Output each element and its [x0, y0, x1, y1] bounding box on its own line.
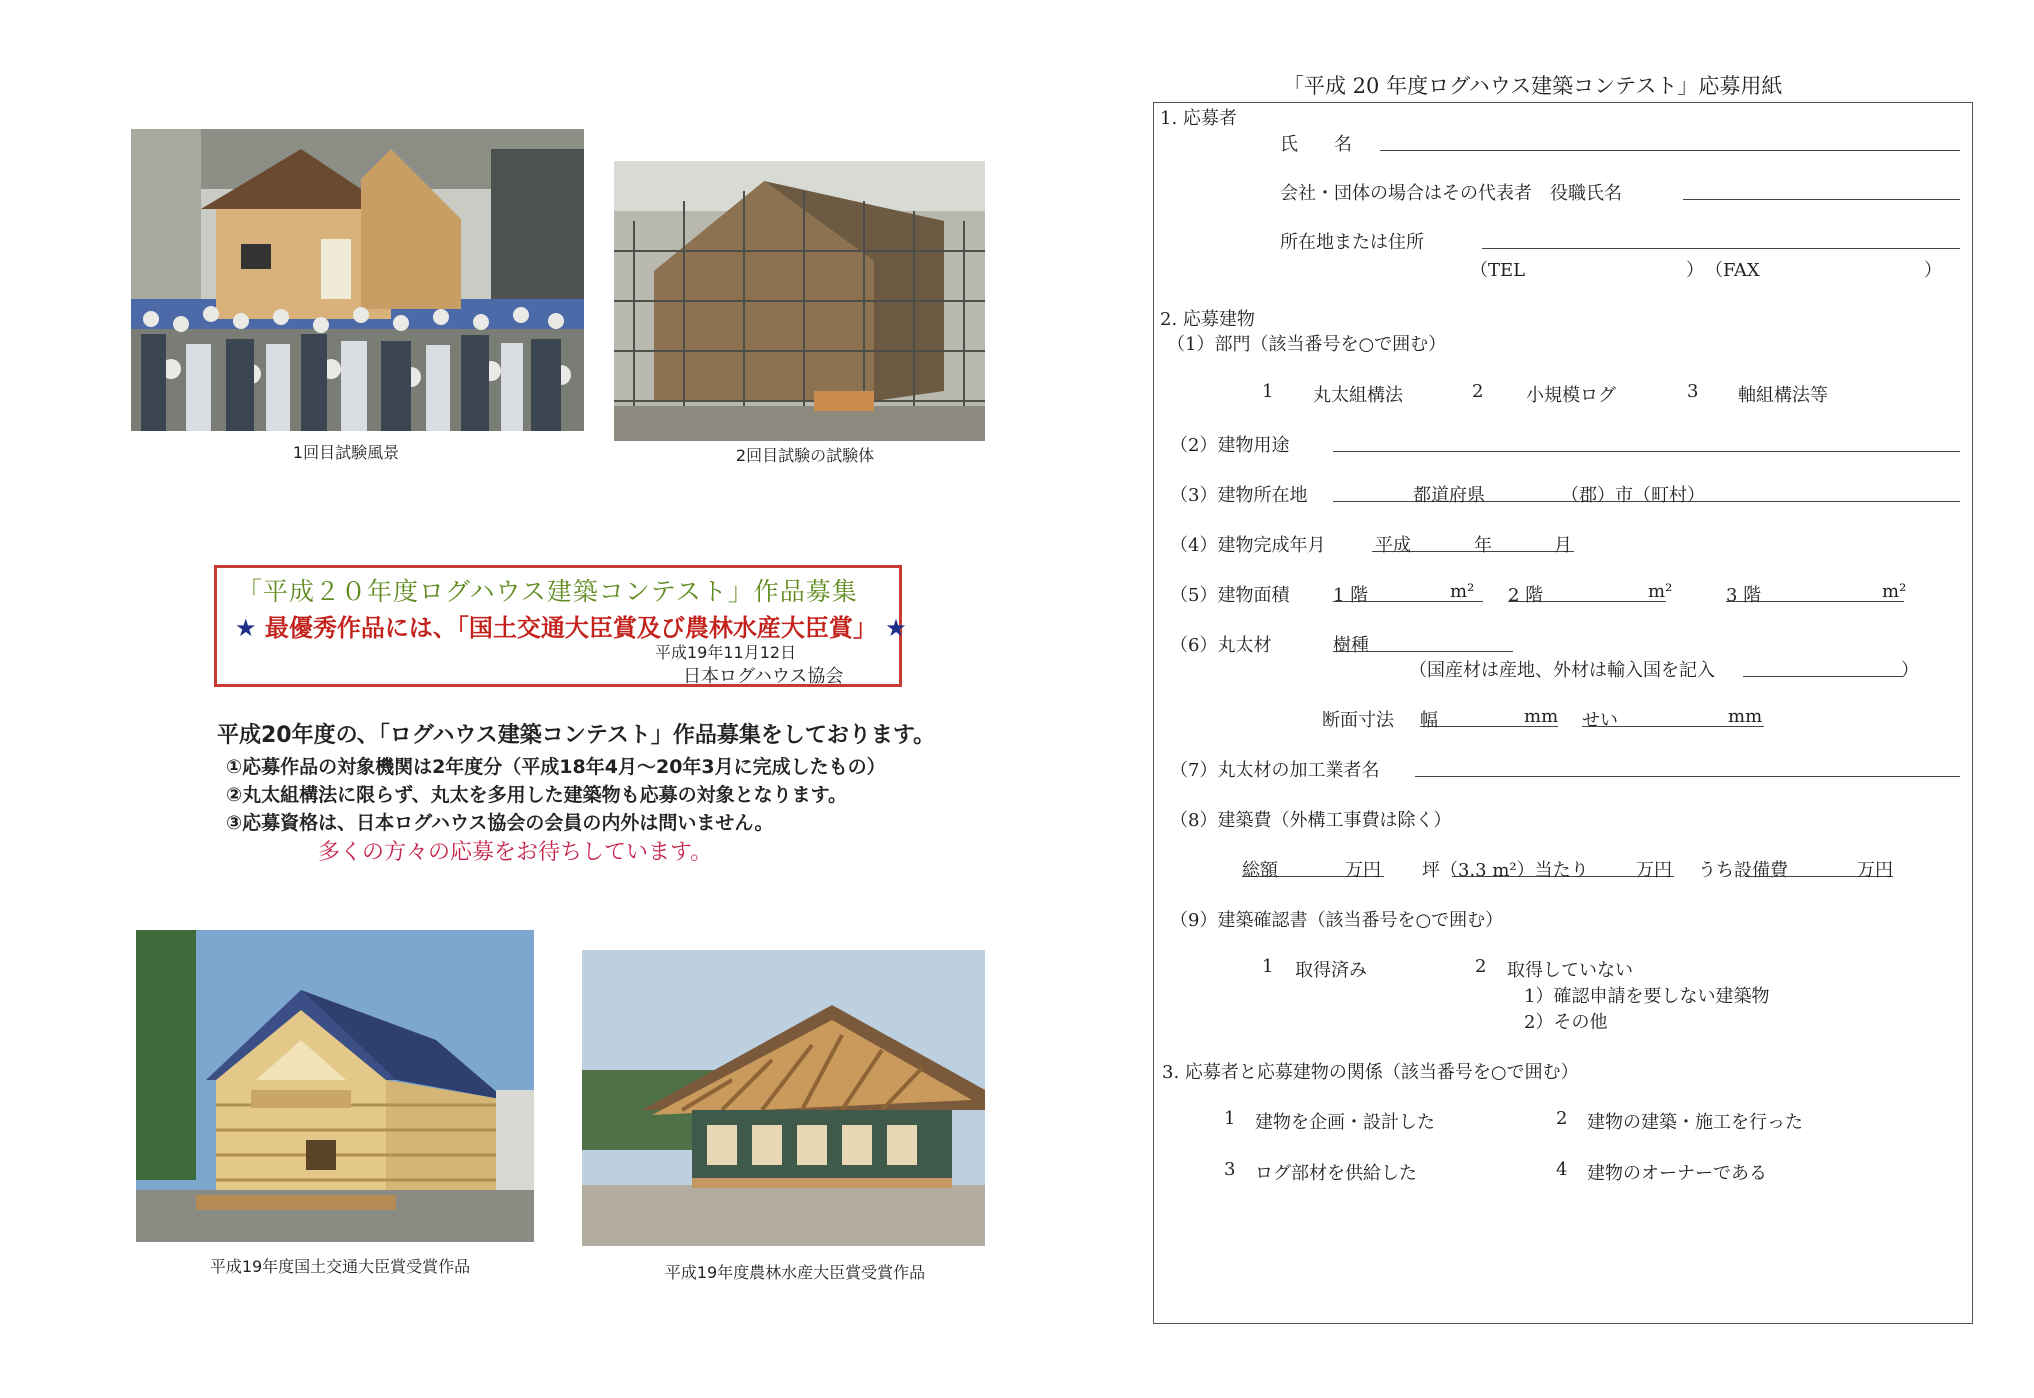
s3-option-4[interactable]: 建物のオーナーである — [1587, 1163, 1767, 1184]
intro-headline: 平成20年度の、「ログハウス建築コンテスト」作品募集をしております。 — [217, 723, 936, 748]
q4-completion-label: （4）建物完成年月 — [1170, 535, 1326, 556]
q9-option-1-number[interactable]: 1 — [1262, 956, 1274, 977]
tel-label: （TEL — [1470, 260, 1526, 281]
s3-option-1[interactable]: 建物を企画・設計した — [1255, 1112, 1435, 1133]
photo-first-test — [131, 129, 584, 431]
q1-option-1[interactable]: 丸太組構法 — [1313, 385, 1403, 406]
photo-second-test-caption: 2回目試験の試験体 — [735, 446, 875, 465]
q6-log-label: （6）丸太材 — [1170, 635, 1272, 656]
s3-option-2-number[interactable]: 2 — [1556, 1108, 1568, 1129]
intro-point-1: ①応募作品の対象機関は2年度分（平成18年4月～20年3月に完成したもの） — [226, 756, 886, 778]
q6-origin-note: （国産材は産地、外材は輸入国を記入 — [1409, 660, 1715, 681]
q9-sub-option-1[interactable]: 1）確認申請を要しない建築物 — [1524, 986, 1770, 1007]
s3-option-1-number[interactable]: 1 — [1224, 1108, 1236, 1129]
q2-usage-label: （2）建物用途 — [1170, 435, 1290, 456]
section-3-heading: 3. 応募者と応募建物の関係（該当番号を○で囲む） — [1162, 1062, 1579, 1083]
application-form — [1153, 102, 1973, 1324]
q5-floor1-unit: m² — [1450, 581, 1475, 602]
announcement-award-line — [235, 608, 907, 643]
tel-close: ） — [1686, 260, 1704, 281]
s3-option-3[interactable]: ログ部材を供給した — [1255, 1163, 1417, 1184]
q6-section-size-label: 断面寸法 — [1322, 710, 1394, 731]
photo-mlit-award-caption: 平成19年度国土交通大臣賞受賞作品 — [209, 1257, 471, 1276]
q5-floor3-text: 3 階 — [1726, 585, 1762, 606]
intro-point-2: ②丸太組構法に限らず、丸太を多用した建築物も応募の対象となります。 — [226, 784, 848, 806]
q8-total-text: 総額 — [1242, 860, 1278, 881]
q6-origin-close: ） — [1901, 660, 1919, 681]
q9-confirmation-label: （9）建築確認書（該当番号を○で囲む） — [1170, 910, 1504, 931]
address-label: 所在地または住所 — [1280, 232, 1424, 253]
q5-area-label: （5）建物面積 — [1170, 585, 1290, 606]
q4-month-text: 月 — [1554, 535, 1572, 556]
star-icon: ★ — [885, 614, 907, 642]
q1-option-3-number[interactable]: 3 — [1687, 381, 1699, 402]
q9-sub-option-2[interactable]: 2）その他 — [1524, 1012, 1608, 1033]
applicant-name-field[interactable] — [1380, 150, 1960, 151]
q8-total-unit: 万円 — [1345, 860, 1381, 881]
q7-processor-field[interactable] — [1415, 776, 1960, 777]
s3-option-2[interactable]: 建物の建築・施工を行った — [1587, 1112, 1803, 1133]
section-2-heading: 2. 応募建物 — [1160, 309, 1255, 330]
q4-year-text: 年 — [1474, 535, 1492, 556]
q7-processor-label: （7）丸太材の加工業者名 — [1170, 760, 1380, 781]
announcement-title: 「平成２０年度ログハウス建築コンテスト」作品募集 — [237, 577, 858, 606]
q5-floor2-unit: m² — [1648, 581, 1673, 602]
q1-option-2[interactable]: 小規模ログ — [1526, 385, 1616, 406]
q1-option-3[interactable]: 軸組構法等 — [1738, 385, 1828, 406]
q1-category-label: （1）部門（該当番号を○で囲む） — [1167, 334, 1447, 355]
q1-option-2-number[interactable]: 2 — [1472, 381, 1484, 402]
q3-city-text: （郡）市（町村） — [1561, 485, 1705, 506]
q9-option-1[interactable]: 取得済み — [1295, 960, 1367, 981]
q6-species-field[interactable] — [1333, 651, 1513, 652]
q6-width-unit: mm — [1524, 706, 1559, 727]
representative-label: 会社・団体の場合はその代表者 役職氏名 — [1280, 183, 1622, 204]
q6-origin-field[interactable] — [1743, 676, 1903, 677]
q8-equipment-unit: 万円 — [1857, 860, 1893, 881]
s3-option-3-number[interactable]: 3 — [1224, 1159, 1236, 1180]
announcement-organization: 日本ログハウス協会 — [683, 666, 844, 687]
q8-equipment-text: うち設備費 — [1698, 860, 1788, 881]
fax-label: （FAX — [1705, 260, 1760, 281]
applicant-name-label: 氏 名 — [1280, 134, 1352, 155]
q2-usage-field[interactable] — [1333, 451, 1960, 452]
photo-maff-award-building — [582, 950, 985, 1246]
q9-option-2-number[interactable]: 2 — [1475, 956, 1487, 977]
q8-per-tsubo-unit: 万円 — [1636, 860, 1672, 881]
award-text: 最優秀作品には、「国土交通大臣賞及び農林水産大臣賞」 — [264, 614, 877, 642]
q6-species-text: 樹種 — [1333, 635, 1369, 656]
photo-second-test-specimen — [614, 161, 985, 441]
q9-option-2[interactable]: 取得していない — [1507, 960, 1633, 981]
q5-floor2-text: 2 階 — [1508, 585, 1544, 606]
announcement-date: 平成19年11月12日 — [655, 643, 797, 662]
q4-era-text: 平成 — [1375, 535, 1411, 556]
q8-cost-label: （8）建築費（外構工事費は除く） — [1170, 810, 1452, 831]
photo-maff-award-caption: 平成19年度農林水産大臣賞受賞作品 — [664, 1263, 926, 1282]
intro-point-3: ③応募資格は、日本ログハウス協会の会員の内外は問いません。 — [226, 812, 774, 834]
representative-field[interactable] — [1683, 199, 1960, 200]
photo-mlit-award-house — [136, 930, 534, 1242]
q5-floor3-unit: m² — [1882, 581, 1907, 602]
photo-first-test-caption: 1回目試験風景 — [292, 443, 400, 462]
fax-close: ） — [1924, 260, 1942, 281]
star-icon: ★ — [235, 614, 257, 642]
intro-closing: 多くの方々の応募をお待ちしています。 — [318, 840, 713, 865]
q8-per-tsubo-text: 坪（3.3 m²）当たり — [1422, 860, 1589, 881]
form-title: 「平成 20 年度ログハウス建築コンテスト」応募用紙 — [1283, 74, 1783, 98]
q3-location-label: （3）建物所在地 — [1170, 485, 1308, 506]
q6-height-text: せい — [1582, 710, 1618, 731]
q1-option-1-number[interactable]: 1 — [1262, 381, 1274, 402]
q6-width-text: 幅 — [1420, 710, 1438, 731]
q5-floor1-text: 1 階 — [1333, 585, 1369, 606]
q3-prefecture-text: 都道府県 — [1413, 485, 1485, 506]
section-1-heading: 1. 応募者 — [1160, 108, 1237, 129]
s3-option-4-number[interactable]: 4 — [1556, 1159, 1568, 1180]
announcement-box — [214, 565, 907, 687]
address-field[interactable] — [1482, 248, 1960, 249]
q6-height-unit: mm — [1728, 706, 1763, 727]
